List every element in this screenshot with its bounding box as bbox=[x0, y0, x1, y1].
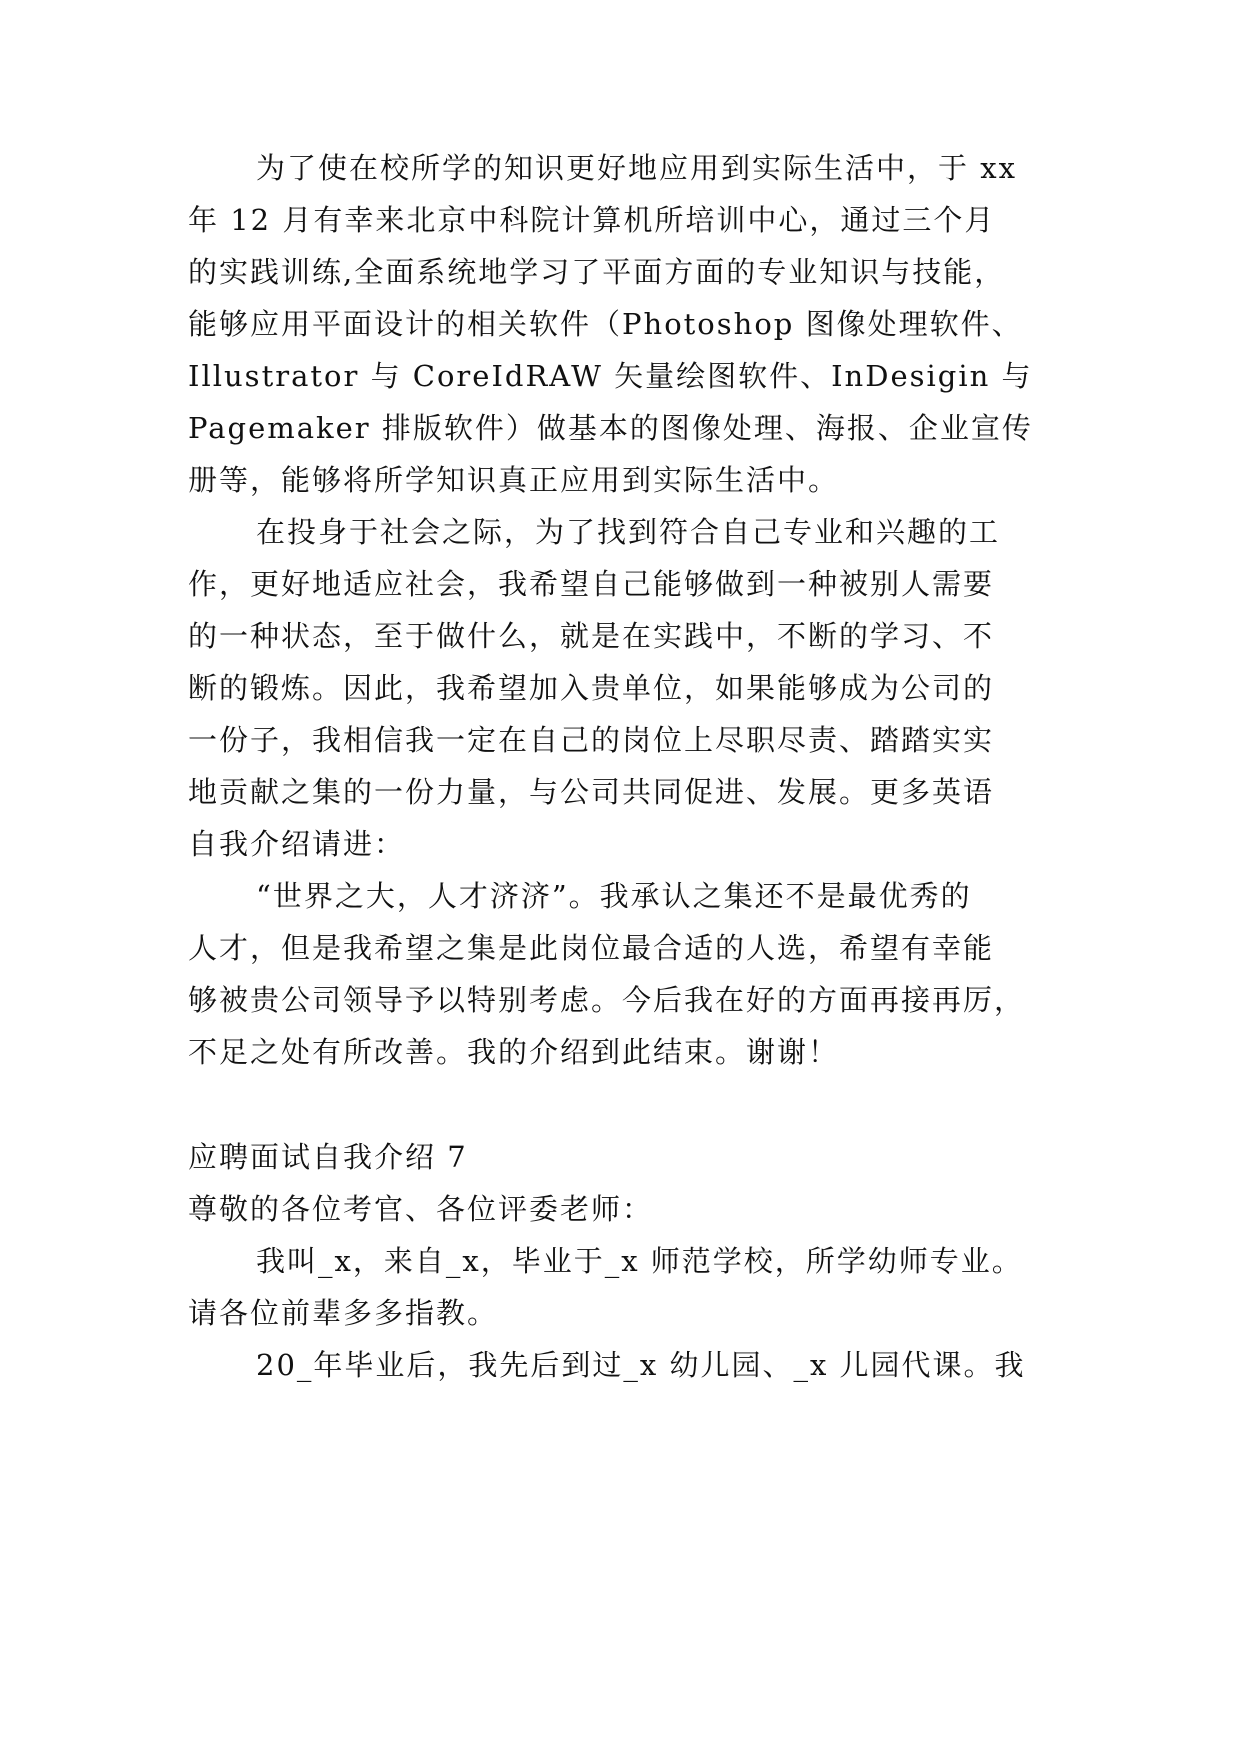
paragraph-1-line-5: Illustrator 与 CoreIdRAW 矢量绘图软件、InDesigin 与 bbox=[188, 359, 1033, 393]
paragraph-1-line-4: 能够应用平面设计的相关软件（Photoshop 图像处理软件、 bbox=[188, 307, 1023, 341]
paragraph-2-line-6: 地贡献之集的一份力量，与公司共同促进、发展。更多英语 bbox=[188, 775, 995, 809]
paragraph-4-line-2: 请各位前辈多多指教。 bbox=[188, 1296, 499, 1330]
paragraph-3-line-4: 不足之处有所改善。我的介绍到此结束。谢谢！ bbox=[188, 1035, 840, 1069]
paragraph-2-line-4: 断的锻炼。因此，我希望加入贵单位，如果能够成为公司的 bbox=[188, 671, 995, 705]
paragraph-1-line-6: Pagemaker 排版软件）做基本的图像处理、海报、企业宣传 bbox=[188, 411, 1033, 445]
paragraph-2-line-2: 作，更好地适应社会，我希望自己能够做到一种被别人需要 bbox=[188, 567, 995, 601]
paragraph-2-line-7: 自我介绍请进： bbox=[188, 827, 406, 861]
paragraph-2-line-1: 在投身于社会之际，为了找到符合自己专业和兴趣的工 bbox=[256, 515, 1001, 549]
section-heading: 应聘面试自我介绍 7 bbox=[188, 1140, 468, 1174]
paragraph-5-line-1: 20_年毕业后，我先后到过_x 幼儿园、_x 儿园代课。我 bbox=[256, 1348, 1026, 1382]
paragraph-1-line-2: 年 12 月有幸来北京中科院计算机所培训中心，通过三个月 bbox=[188, 203, 996, 237]
paragraph-3-line-2: 人才，但是我希望之集是此岗位最合适的人选，希望有幸能 bbox=[188, 931, 995, 965]
paragraph-2-line-5: 一份子，我相信我一定在自己的岗位上尽职尽责、踏踏实实 bbox=[188, 723, 995, 757]
paragraph-1-line-7: 册等，能够将所学知识真正应用到实际生活中。 bbox=[188, 463, 840, 497]
salutation: 尊敬的各位考官、各位评委老师： bbox=[188, 1192, 654, 1226]
paragraph-3-line-3: 够被贵公司领导予以特别考虑。今后我在好的方面再接再厉， bbox=[188, 983, 1026, 1017]
paragraph-3-line-1: “世界之大，人才济济”。我承认之集还不是最优秀的 bbox=[256, 879, 972, 913]
paragraph-2-line-3: 的一种状态，至于做什么，就是在实践中，不断的学习、不 bbox=[188, 619, 995, 653]
paragraph-1-line-3: 的实践训练,全面系统地学习了平面方面的专业知识与技能， bbox=[188, 255, 1006, 289]
paragraph-4-line-1: 我叫_x，来自_x，毕业于_x 师范学校，所学幼师专业。 bbox=[256, 1244, 1023, 1278]
paragraph-1-line-1: 为了使在校所学的知识更好地应用到实际生活中，于 xx bbox=[256, 151, 1017, 185]
